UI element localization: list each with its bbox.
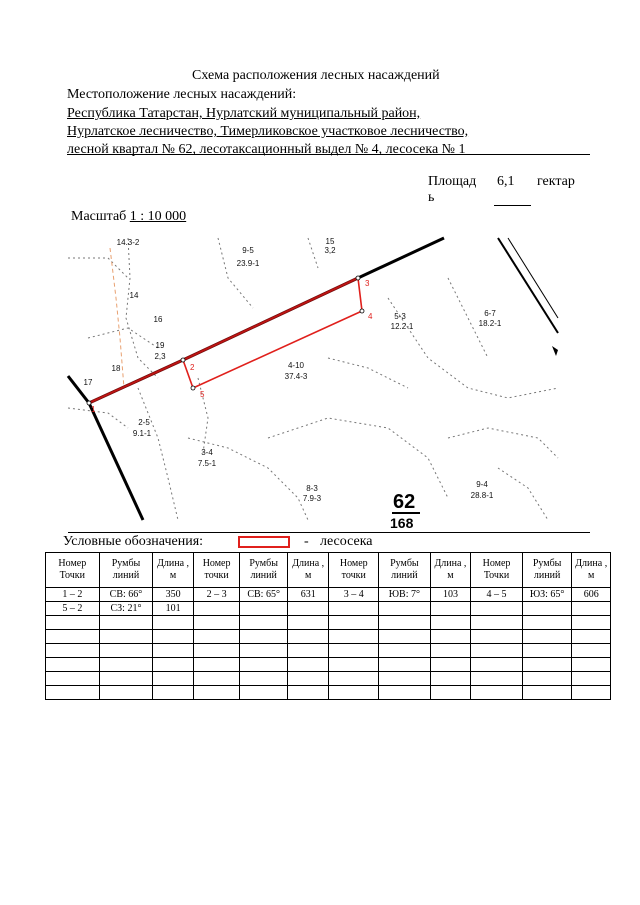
parcel-label: 15 xyxy=(325,237,335,246)
area-label: Площад xyxy=(428,174,477,189)
table-cell xyxy=(471,658,523,672)
boundary-line xyxy=(126,238,158,378)
table-cell xyxy=(46,686,100,700)
table-cell xyxy=(329,658,379,672)
parcel-label: 23.9-1 xyxy=(236,259,260,268)
table-cell xyxy=(379,630,431,644)
table-cell xyxy=(379,686,431,700)
table-cell xyxy=(153,658,194,672)
table-cell: 5 – 2 xyxy=(46,602,100,616)
table-cell: СВ: 65° xyxy=(240,588,288,602)
parcel-label: 7.5-1 xyxy=(197,459,217,468)
table-cell xyxy=(46,658,100,672)
table-cell xyxy=(471,686,523,700)
column-header: Румбы линий xyxy=(522,553,572,588)
survey-point xyxy=(181,358,185,362)
parcel-label: 3-4 xyxy=(201,448,213,457)
legend-label: Условные обозначения: xyxy=(63,534,204,549)
table-cell xyxy=(46,644,100,658)
table-cell: 631 xyxy=(287,588,329,602)
table-cell xyxy=(99,672,153,686)
table-cell xyxy=(522,630,572,644)
parcel-label: 9-4 xyxy=(476,480,488,489)
column-header: Длина , м xyxy=(287,553,329,588)
parcel-label: 14 xyxy=(129,291,139,300)
forest-map xyxy=(68,237,558,531)
table-cell xyxy=(522,672,572,686)
table-cell xyxy=(287,630,329,644)
table-cell xyxy=(46,630,100,644)
scale-label xyxy=(71,209,186,225)
table-cell xyxy=(287,686,329,700)
boundary-line xyxy=(268,418,448,498)
table-cell xyxy=(287,658,329,672)
parcel-label: 16 xyxy=(153,315,163,324)
table-body xyxy=(46,588,611,700)
table-row xyxy=(46,616,611,630)
document-title: Схема расположения лесных насаждений xyxy=(192,68,440,83)
table-cell: ЮВ: 7° xyxy=(379,588,431,602)
table-cell xyxy=(99,658,153,672)
table-cell xyxy=(240,658,288,672)
boundary-line xyxy=(498,468,548,520)
table-cell xyxy=(240,616,288,630)
table-cell xyxy=(153,630,194,644)
boundary-line xyxy=(448,278,488,358)
table-cell xyxy=(240,602,288,616)
table-cell xyxy=(193,658,240,672)
area-unit: гектар xyxy=(537,174,575,189)
column-header: Румбы линий xyxy=(99,553,153,588)
table-cell xyxy=(471,616,523,630)
boundary-line xyxy=(88,328,158,348)
area-value: 6,1 xyxy=(497,174,515,189)
table-cell xyxy=(522,686,572,700)
table-cell xyxy=(572,658,611,672)
column-header: Номер точки xyxy=(329,553,379,588)
table-cell: СЗ: 21° xyxy=(99,602,153,616)
point-label-5: 5 xyxy=(200,390,205,399)
parcel-label: 3,2 xyxy=(324,246,336,255)
parcel-label: 18 xyxy=(111,364,121,373)
table-cell xyxy=(522,616,572,630)
table-row xyxy=(46,658,611,672)
map-canvas xyxy=(68,237,558,531)
table-cell xyxy=(193,686,240,700)
location-line-2: Нурлатское лесничество, Тимерликовское участковое лесничество, xyxy=(67,124,469,139)
table-cell xyxy=(193,602,240,616)
table-cell: ЮЗ: 65° xyxy=(522,588,572,602)
table-cell xyxy=(240,672,288,686)
table-cell xyxy=(153,686,194,700)
quarter-number: 62 xyxy=(393,491,416,513)
table-cell xyxy=(379,602,431,616)
boundary-line xyxy=(448,428,558,458)
table-cell xyxy=(46,672,100,686)
table-cell xyxy=(572,686,611,700)
table-cell: 350 xyxy=(153,588,194,602)
parcel-label: 37.4-3 xyxy=(284,372,308,381)
scale-label-text: Масштаб xyxy=(71,209,127,224)
column-header: Румбы линий xyxy=(379,553,431,588)
location-label: Местоположение лесных насаждений: xyxy=(67,87,297,102)
table-cell xyxy=(471,672,523,686)
parcel-label: 18.2-1 xyxy=(478,319,502,328)
scale-value: 1 : 10 000 xyxy=(129,209,187,224)
table-cell: СВ: 66° xyxy=(99,588,153,602)
column-header: Длина , м xyxy=(430,553,471,588)
area-underline xyxy=(494,205,531,206)
parcel-label: 7.9-3 xyxy=(302,494,322,503)
table-cell xyxy=(99,686,153,700)
table-cell xyxy=(379,644,431,658)
table-cell xyxy=(379,658,431,672)
table-cell: 103 xyxy=(430,588,471,602)
point-label-4: 4 xyxy=(368,312,373,321)
table-cell xyxy=(379,672,431,686)
parcel-label: 5-3 xyxy=(394,312,406,321)
table-cell xyxy=(572,602,611,616)
survey-point xyxy=(191,386,195,390)
header-divider xyxy=(67,154,590,155)
boundary-line xyxy=(68,258,128,278)
table-cell xyxy=(99,630,153,644)
parcel-label: 17 xyxy=(83,378,93,387)
table-cell xyxy=(430,602,471,616)
table-cell xyxy=(430,672,471,686)
table-row xyxy=(46,602,611,616)
parcel-label: 12.2-1 xyxy=(390,322,414,331)
table-cell xyxy=(522,658,572,672)
table-cell xyxy=(430,658,471,672)
table-cell xyxy=(99,616,153,630)
table-cell: 1 – 2 xyxy=(46,588,100,602)
table-cell xyxy=(329,602,379,616)
legend-separator: - xyxy=(304,534,309,549)
table-cell xyxy=(287,644,329,658)
table-cell xyxy=(193,644,240,658)
point-label-2: 2 xyxy=(190,363,195,372)
legend-item: лесосека xyxy=(320,534,373,549)
survey-point xyxy=(360,309,364,313)
map-marker xyxy=(552,346,558,356)
table-cell xyxy=(522,644,572,658)
table-header-row xyxy=(46,553,611,588)
road-edge xyxy=(498,238,558,333)
column-header: Номер точки xyxy=(193,553,240,588)
table-cell xyxy=(240,630,288,644)
table-cell xyxy=(46,616,100,630)
survey-table xyxy=(45,552,611,700)
table-cell xyxy=(287,602,329,616)
point-label-3: 3 xyxy=(365,279,370,288)
table-cell xyxy=(572,630,611,644)
table-cell xyxy=(329,686,379,700)
table-cell xyxy=(99,644,153,658)
parcel-label: 4-10 xyxy=(287,361,305,370)
survey-point xyxy=(356,276,360,280)
parcel-labels xyxy=(84,237,502,503)
table-cell xyxy=(430,616,471,630)
table-cell xyxy=(379,616,431,630)
table-cell xyxy=(287,616,329,630)
table-cell: 2 – 3 xyxy=(193,588,240,602)
table-cell: 3 – 4 xyxy=(329,588,379,602)
table-row xyxy=(46,644,611,658)
table-cell xyxy=(329,644,379,658)
location-line-3: лесной квартал № 62, лесотаксационный выдел № 4, лесосека № 1 xyxy=(67,142,466,157)
table-cell xyxy=(522,602,572,616)
legend-swatch xyxy=(238,536,290,548)
parcel-label: 8-3 xyxy=(306,484,318,493)
table-row xyxy=(46,630,611,644)
area-label-tail: ь xyxy=(428,190,435,205)
parcel-label: 6-7 xyxy=(484,309,496,318)
boundary-line xyxy=(138,388,178,520)
table-row xyxy=(46,686,611,700)
column-header: Длина , м xyxy=(153,553,194,588)
table-cell xyxy=(471,644,523,658)
parcel-label: 2,3 xyxy=(154,352,166,361)
table-row xyxy=(46,588,611,602)
neighbor-quarter-number: 168 xyxy=(390,515,414,531)
table-cell xyxy=(240,686,288,700)
table-cell xyxy=(193,630,240,644)
table-cell xyxy=(193,616,240,630)
table-cell xyxy=(287,672,329,686)
parcel-label: 9.1-1 xyxy=(132,429,152,438)
column-header: Номер Точки xyxy=(46,553,100,588)
table-cell xyxy=(240,644,288,658)
table-cell xyxy=(471,602,523,616)
parcel-label: 14.3-2 xyxy=(116,238,140,247)
table-cell xyxy=(193,672,240,686)
point-label-1: 1 xyxy=(91,405,96,414)
table-cell: 101 xyxy=(153,602,194,616)
column-header: Румбы линий xyxy=(240,553,288,588)
table-cell xyxy=(572,616,611,630)
legend-divider xyxy=(68,532,590,533)
table-row xyxy=(46,672,611,686)
table-cell xyxy=(430,686,471,700)
parcel-label: 2-5 xyxy=(138,418,150,427)
column-header: Длина , м xyxy=(572,553,611,588)
boundary-line xyxy=(328,358,408,388)
table-cell xyxy=(329,616,379,630)
table-cell xyxy=(572,672,611,686)
table-cell: 4 – 5 xyxy=(471,588,523,602)
table-cell xyxy=(153,672,194,686)
table-cell xyxy=(329,630,379,644)
boundary-line xyxy=(388,298,558,398)
quarter-boundary xyxy=(89,403,143,520)
road-edge xyxy=(508,238,558,318)
table-cell xyxy=(153,616,194,630)
table-cell: 606 xyxy=(572,588,611,602)
boundary-line xyxy=(308,238,318,268)
parcel-label: 19 xyxy=(155,341,165,350)
table-cell xyxy=(153,644,194,658)
parcel-label: 9-5 xyxy=(242,246,254,255)
table-cell xyxy=(329,672,379,686)
table-cell xyxy=(572,644,611,658)
table-cell xyxy=(430,644,471,658)
table-cell xyxy=(471,630,523,644)
column-header: Номер Точки xyxy=(471,553,523,588)
parcel-label: 28.8-1 xyxy=(470,491,494,500)
location-line-1: Республика Татарстан, Нурлатский муниципальный район, xyxy=(67,106,421,121)
table-cell xyxy=(430,630,471,644)
